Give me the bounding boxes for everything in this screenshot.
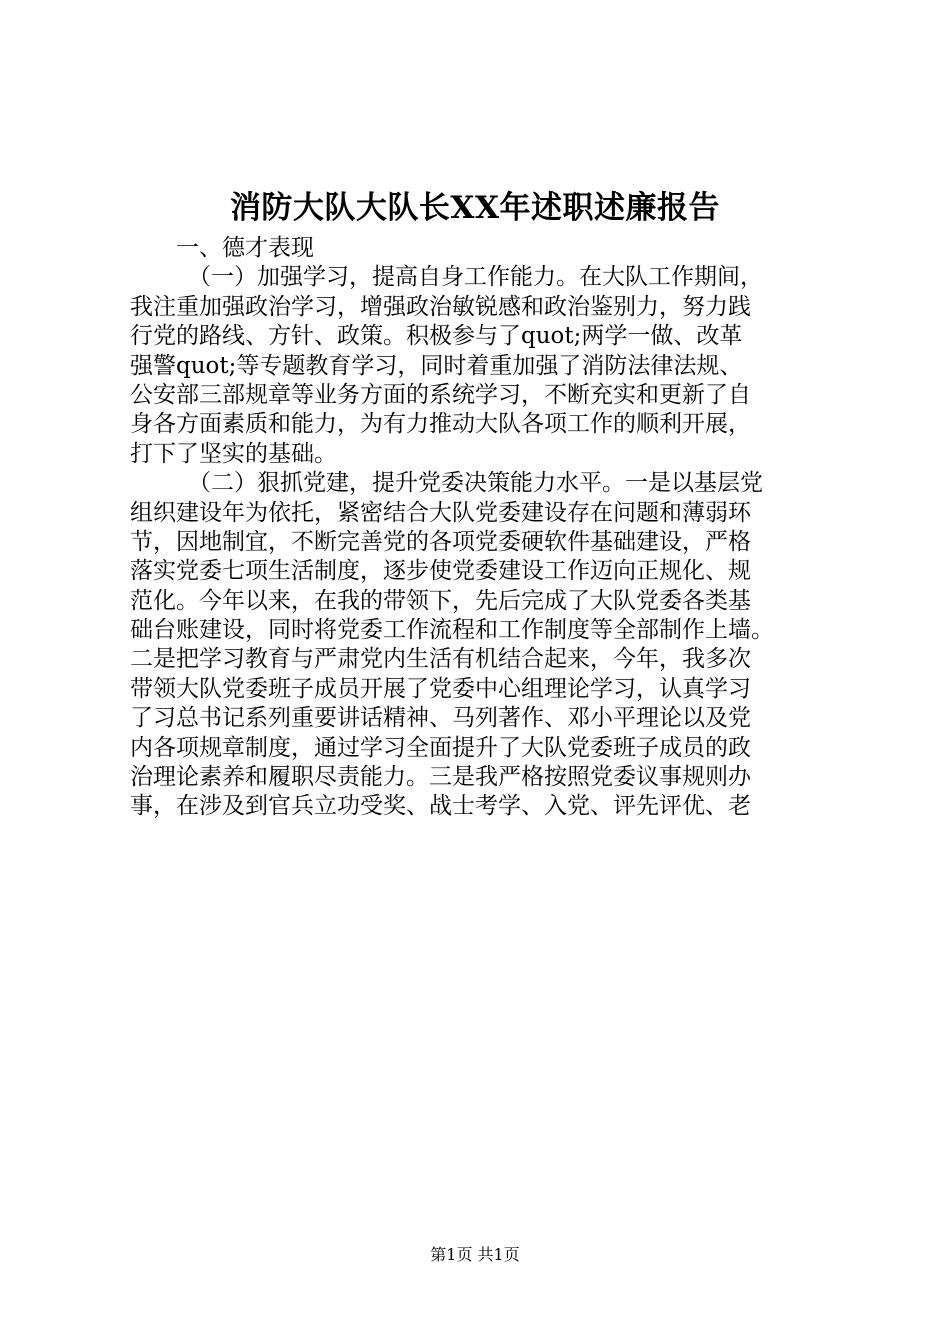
section-heading: 一、德才表现 xyxy=(176,235,314,261)
paragraph-line: 治理论素养和履职尽责能力。三是我严格按照党委议事规则办 xyxy=(130,764,751,791)
paragraph-line: 我注重加强政治学习，增强政治敏锐感和政治鉴别力，努力践 xyxy=(130,293,751,320)
document-title: 消防大队大队长XX年述职述廉报告 xyxy=(229,190,721,226)
paragraph-line: （二）狠抓党建，提升党委决策能力水平。一是以基层党 xyxy=(188,470,763,497)
paragraph-line: 打下了坚实的基础。 xyxy=(130,440,337,467)
paragraph-line: 范化。今年以来，在我的带领下，先后完成了大队党委各类基 xyxy=(130,587,751,614)
paragraph-line: 公安部三部规章等业务方面的系统学习，不断充实和更新了自 xyxy=(130,381,751,408)
paragraph-line: 组织建设年为依托，紧密结合大队党委建设存在问题和薄弱环 xyxy=(130,499,751,526)
paragraph-line: 内各项规章制度，通过学习全面提升了大队党委班子成员的政 xyxy=(130,734,751,761)
paragraph-line: （一）加强学习，提高自身工作能力。在大队工作期间， xyxy=(188,264,763,291)
paragraph-line: 节，因地制宜，不断完善党的各项党委硬软件基础建设，严格 xyxy=(130,528,751,555)
paragraph-line: 强警quot;等专题教育学习，同时着重加强了消防法律法规、 xyxy=(130,352,743,379)
paragraph-line: 行党的路线、方针、政策。积极参与了quot;两学一做、改革 xyxy=(130,323,743,350)
paragraph-line: 带领大队党委班子成员开展了党委中心组理论学习，认真学习 xyxy=(130,675,751,702)
document-body xyxy=(130,234,830,822)
paragraph-line: 落实党委七项生活制度，逐步使党委建设工作迈向正规化、规 xyxy=(130,558,751,585)
paragraph-line: 身各方面素质和能力，为有力推动大队各项工作的顺利开展， xyxy=(130,411,751,438)
paragraph-line: 二是把学习教育与严肃党内生活有机结合起来，今年，我多次 xyxy=(130,646,751,673)
paragraph-line: 事，在涉及到官兵立功受奖、战士考学、入党、评先评优、老 xyxy=(130,793,751,820)
paragraph-line: 础台账建设，同时将党委工作流程和工作制度等全部制作上墙。 xyxy=(130,617,774,644)
page-number-footer: 第1页 共1页 xyxy=(430,1245,520,1264)
paragraph-line: 了习总书记系列重要讲话精神、马列著作、邓小平理论以及党 xyxy=(130,705,751,732)
